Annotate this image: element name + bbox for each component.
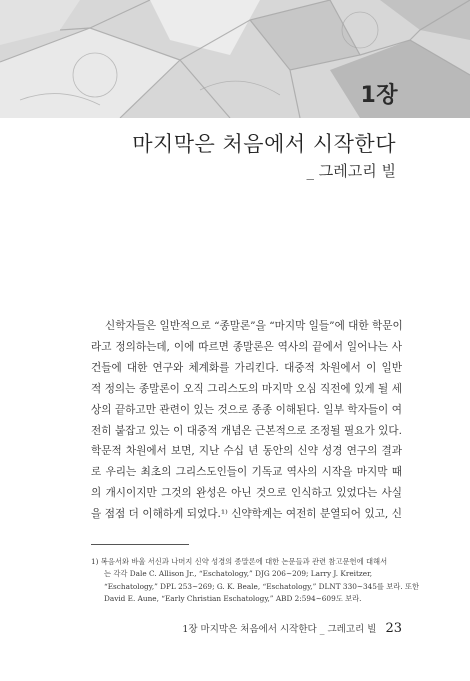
chapter-label: 1장: [360, 83, 398, 108]
body-line: 신학자들은 일반적으로 “종말론”을 “마지막 일들”에 대한 학문이: [105, 320, 403, 332]
body-line: 로 우리는 최초의 그리스도인들이 기독교 역사의 시작을 마지막 때: [91, 466, 402, 479]
footnote-divider: [91, 544, 189, 545]
page-number: 23: [385, 621, 402, 636]
body-line: 상의 끝하고만 관련이 있는 것으로 종종 이해된다. 일부 학자들이 여: [91, 403, 402, 416]
body-line: 전히 붙잡고 있는 이 대중적 개념은 근본적으로 조정될 필요가 있다.: [91, 424, 402, 437]
body-line: 을 점점 더 이해하게 되었다.¹⁾ 신약학계는 여전히 분열되어 있고, 신: [91, 508, 402, 521]
footnote-line: 는 각각 Dale C. Allison Jr., “Eschatology,” DJG 206~209; Larry J. Kreitzer,: [104, 569, 373, 579]
footnote-line: David E. Aune, “Early Christian Eschatology,” ABD 2:594~609도 보라.: [104, 593, 362, 603]
header-band: [0, 0, 470, 118]
body-line: 적 정의는 종말론이 오직 그리스도의 마지막 오심 직전에 있게 될 세: [91, 382, 402, 395]
body-paragraph: [91, 316, 402, 525]
footnote-line: 1) 복음서와 바울 서신과 나머지 신약 성경의 종말론에 대한 논문들과 관련 참고문헌에 대해서: [91, 557, 388, 566]
running-footer: [182, 621, 402, 636]
chapter-title: 마지막은 처음에서 시작한다: [132, 132, 396, 156]
body-line: 라고 정의하는데, 이에 따르면 종말론은 역사의 끝에서 일어나는 사: [91, 340, 402, 353]
running-head: 1장 마지막은 처음에서 시작한다 _ 그레고리 빌: [182, 624, 377, 635]
body-line: 건들에 대한 연구와 체계화를 가리킨다. 대중적 차원에서 이 일반: [91, 361, 402, 374]
chapter-author: _ 그레고리 빌: [306, 162, 396, 180]
decorative-window-pattern: [0, 0, 470, 118]
body-line: 의 개시이지만 그것의 완성은 아닌 것으로 인식하고 있었다는 사실: [91, 487, 402, 500]
footnote: [91, 556, 420, 605]
footnote-line: “Eschatology,” DPL 253~269; G. K. Beale, “Eschatology,” DLNT 330~345를 보라. 또한: [104, 581, 420, 591]
body-line: 학문적 차원에서 보면, 지난 수십 년 동안의 신약 성경 연구의 결과: [91, 445, 402, 458]
